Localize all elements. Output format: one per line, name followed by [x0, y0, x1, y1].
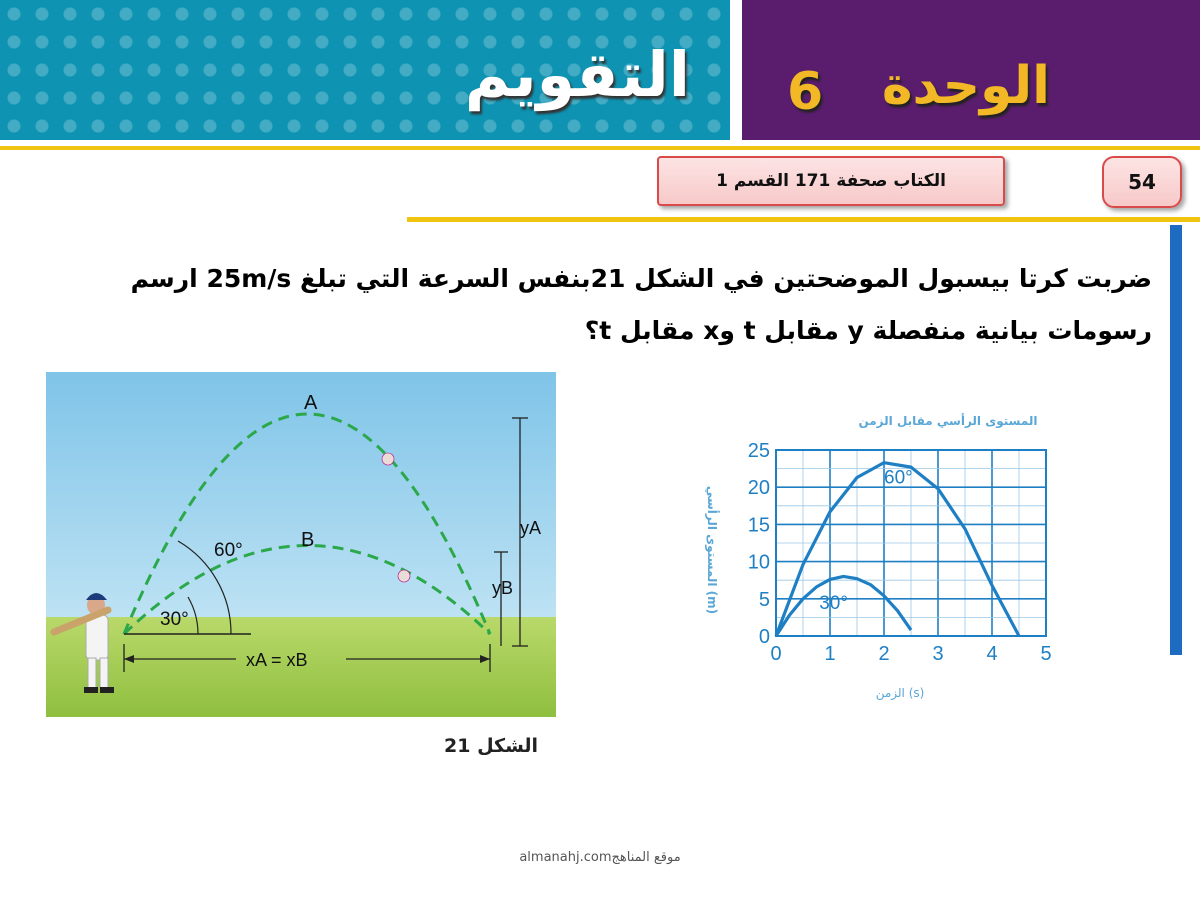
- ya-label: yA: [520, 518, 542, 538]
- y-tick-label: 25: [747, 440, 770, 462]
- header-separator: [730, 0, 742, 140]
- graph-curves: [776, 463, 1019, 636]
- question-line-2: رسومات بيانية منفصلة y مقابل t وx مقابل t؟: [584, 316, 1152, 345]
- figure-21-caption: الشكل 21: [444, 735, 539, 757]
- y-tick-label: 0: [758, 626, 770, 648]
- header-unit-title: الوحدة: [881, 56, 1050, 116]
- header-evaluation-title: التقويم: [464, 38, 690, 111]
- yb-label: yB: [492, 578, 514, 598]
- x-tick-label: 4: [986, 643, 998, 665]
- header-evaluation-panel: [0, 0, 730, 140]
- x-tick-label: 1: [824, 643, 836, 665]
- label-a: A: [304, 392, 318, 414]
- question-number-box: 54: [1102, 156, 1182, 208]
- x-tick-label: 5: [1040, 643, 1052, 665]
- y-tick-label: 20: [747, 477, 770, 500]
- side-accent-bar: [1170, 225, 1182, 655]
- header-unit-number: 6: [787, 62, 824, 122]
- divider-top: [0, 146, 1200, 150]
- angle-30-label: 30°: [160, 609, 189, 630]
- label-b: B: [301, 529, 315, 551]
- x-tick-label: 2: [878, 643, 890, 665]
- curve-60-label: 60°: [884, 467, 913, 489]
- x-tick-label: 3: [932, 643, 944, 665]
- figure-21-illustration: [46, 372, 556, 717]
- angle-60-label: 60°: [214, 540, 243, 561]
- y-tick-label: 10: [747, 551, 770, 574]
- question-text: [40, 253, 1152, 357]
- book-reference-box: الكتاب صحفة 171 القسم 1: [657, 156, 1005, 206]
- question-line-1: ضربت كرتا بيسبول الموضحتين في الشكل 21بنفس السرعة التي تبلغ 25m/s ارسم: [130, 264, 1152, 293]
- footer-site-credit: موقع المناهجalmanahj.com: [519, 850, 681, 865]
- ball-a: [382, 453, 394, 465]
- height-time-graph: [690, 405, 1060, 705]
- graph-title: المستوى الرأسي مقابل الزمن: [858, 414, 1038, 428]
- x-tick-label: 0: [770, 643, 782, 665]
- graph-x-axis-title: الزمن (s): [875, 686, 925, 700]
- x-distance-label: xA = xB: [246, 650, 308, 670]
- curve-30-label: 30°: [819, 593, 848, 615]
- divider-bottom: [407, 217, 1200, 222]
- graph-y-axis-title: المستوى الرأسي (m): [705, 485, 719, 615]
- y-tick-label: 5: [758, 588, 770, 611]
- y-tick-label: 15: [747, 514, 770, 537]
- header-unit-panel: [742, 0, 1200, 140]
- ball-b: [398, 570, 410, 582]
